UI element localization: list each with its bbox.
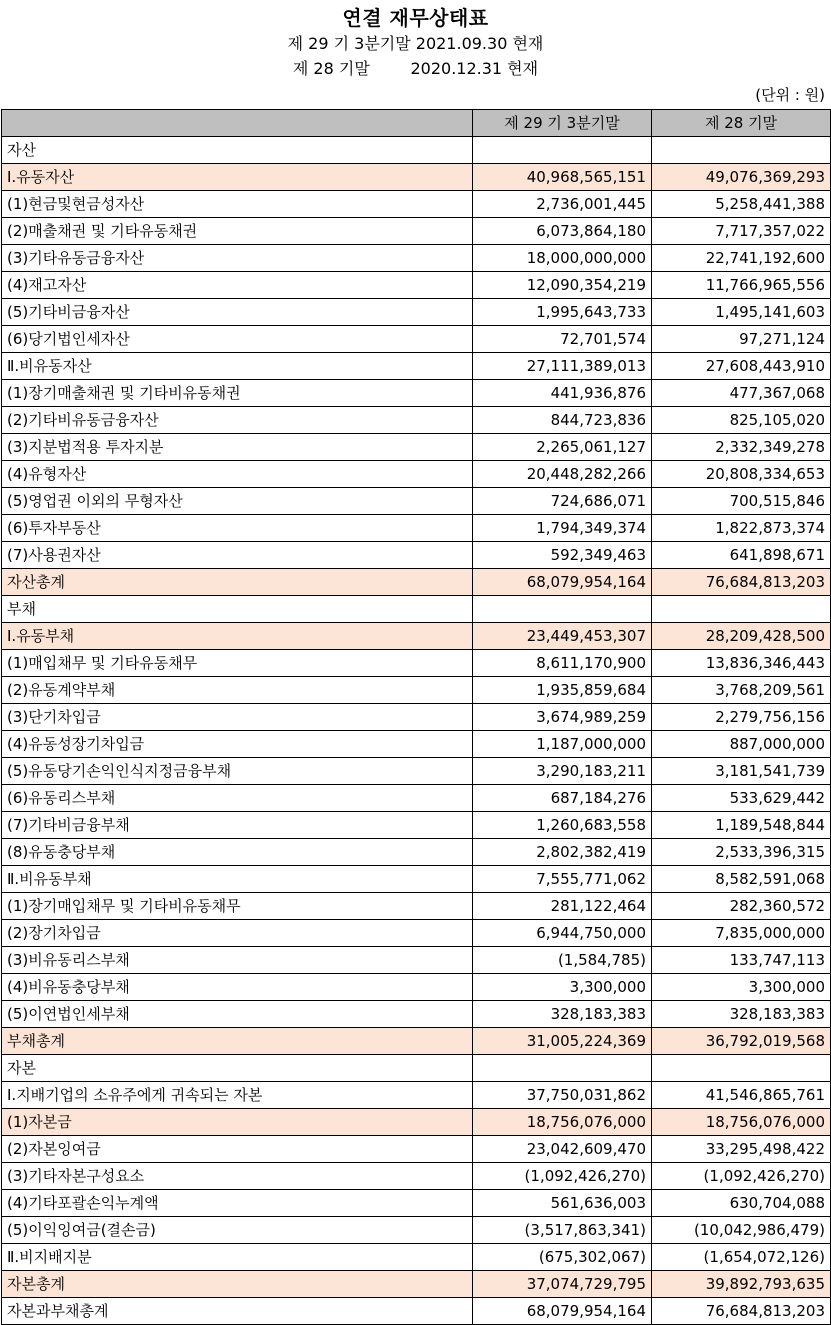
row-label: (1)장기매입채무 및 기타비유동채무: [2, 893, 473, 920]
row-label: (3)단기차입금: [2, 704, 473, 731]
row-value-period-29: 3,300,000: [473, 974, 652, 1001]
table-row: [2, 1217, 831, 1244]
table-row: [2, 1055, 831, 1082]
row-value-period-28: 7,717,357,022: [652, 218, 831, 245]
row-value-period-29: 31,005,224,369: [473, 1028, 652, 1055]
row-value-period-28: 97,271,124: [652, 326, 831, 353]
row-value-period-29: 281,122,464: [473, 893, 652, 920]
row-label: Ⅱ.비지배지분: [2, 1244, 473, 1271]
table-row: [2, 1190, 831, 1217]
row-value-period-29: 23,449,453,307: [473, 623, 652, 650]
row-label: (5)기타비금융자산: [2, 299, 473, 326]
row-label: (3)비유동리스부채: [2, 947, 473, 974]
balance-sheet-table: [1, 109, 831, 1325]
table-row: [2, 893, 831, 920]
table-row: [2, 623, 831, 650]
table-row: [2, 785, 831, 812]
table-row: [2, 1244, 831, 1271]
row-label: (3)기타유동금융자산: [2, 245, 473, 272]
row-label: (1)현금및현금성자산: [2, 191, 473, 218]
row-value-period-29: 18,000,000,000: [473, 245, 652, 272]
table-row: [2, 488, 831, 515]
row-value-period-29: 441,936,876: [473, 380, 652, 407]
row-value-period-28: 33,295,498,422: [652, 1136, 831, 1163]
table-row: [2, 380, 831, 407]
column-header-period-29: 제 29 기 3분기말: [473, 110, 652, 137]
row-value-period-28: 7,835,000,000: [652, 920, 831, 947]
row-value-period-28: [652, 137, 831, 164]
table-row: [2, 866, 831, 893]
table-row: [2, 272, 831, 299]
row-value-period-28: [652, 1055, 831, 1082]
table-row: [2, 947, 831, 974]
row-value-period-29: (1,092,426,270): [473, 1163, 652, 1190]
table-row: [2, 974, 831, 1001]
row-value-period-28: 641,898,671: [652, 542, 831, 569]
row-label: (2)기타비유동금융자산: [2, 407, 473, 434]
row-label: (2)자본잉여금: [2, 1136, 473, 1163]
row-value-period-29: 1,187,000,000: [473, 731, 652, 758]
row-label: (4)유동성장기차입금: [2, 731, 473, 758]
row-value-period-29: 1,935,859,684: [473, 677, 652, 704]
row-value-period-29: 1,260,683,558: [473, 812, 652, 839]
row-label: 자산: [2, 137, 473, 164]
row-value-period-29: 8,611,170,900: [473, 650, 652, 677]
row-label: (2)유동계약부채: [2, 677, 473, 704]
row-value-period-28: 3,300,000: [652, 974, 831, 1001]
row-value-period-28: 1,822,873,374: [652, 515, 831, 542]
row-value-period-29: 1,794,349,374: [473, 515, 652, 542]
row-value-period-29: 72,701,574: [473, 326, 652, 353]
row-value-period-29: (675,302,067): [473, 1244, 652, 1271]
row-value-period-29: 844,723,836: [473, 407, 652, 434]
row-value-period-28: (1,092,426,270): [652, 1163, 831, 1190]
row-value-period-29: (3,517,863,341): [473, 1217, 652, 1244]
row-value-period-28: 477,367,068: [652, 380, 831, 407]
row-label: Ⅱ.비유동부채: [2, 866, 473, 893]
row-value-period-29: [473, 137, 652, 164]
table-row: [2, 407, 831, 434]
row-value-period-28: (1,654,072,126): [652, 1244, 831, 1271]
title-block: [0, 0, 831, 81]
row-value-period-28: 1,495,141,603: [652, 299, 831, 326]
row-value-period-29: 18,756,076,000: [473, 1109, 652, 1136]
row-value-period-28: 887,000,000: [652, 731, 831, 758]
row-value-period-28: 39,892,793,635: [652, 1271, 831, 1298]
row-label: (5)영업권 이외의 무형자산: [2, 488, 473, 515]
row-value-period-29: 27,111,389,013: [473, 353, 652, 380]
row-label: (4)기타포괄손익누계액: [2, 1190, 473, 1217]
row-value-period-29: (1,584,785): [473, 947, 652, 974]
row-label: (7)사용권자산: [2, 542, 473, 569]
table-row: [2, 731, 831, 758]
row-label: (3)기타자본구성요소: [2, 1163, 473, 1190]
table-row: [2, 569, 831, 596]
table-row: [2, 1001, 831, 1028]
row-value-period-29: 561,636,003: [473, 1190, 652, 1217]
table-row: [2, 218, 831, 245]
table-row: [2, 245, 831, 272]
row-label: (4)비유동충당부채: [2, 974, 473, 1001]
row-label: (7)기타비금융부채: [2, 812, 473, 839]
row-label: (4)유형자산: [2, 461, 473, 488]
row-label: Ⅰ.유동자산: [2, 164, 473, 191]
row-label: (2)장기차입금: [2, 920, 473, 947]
row-label: 자본: [2, 1055, 473, 1082]
row-value-period-29: 328,183,383: [473, 1001, 652, 1028]
period-line-previous: 제 28 기말 2020.12.31 현재: [292, 59, 539, 78]
table-row: [2, 839, 831, 866]
row-value-period-28: 13,836,346,443: [652, 650, 831, 677]
row-value-period-28: 49,076,369,293: [652, 164, 831, 191]
row-value-period-28: 2,533,396,315: [652, 839, 831, 866]
table-row: [2, 326, 831, 353]
table-row: [2, 164, 831, 191]
table-row: [2, 920, 831, 947]
period-line-current: 제 29 기 3분기말 2021.09.30 현재: [287, 34, 544, 53]
row-label: (6)투자부동산: [2, 515, 473, 542]
row-value-period-28: [652, 596, 831, 623]
row-value-period-29: 68,079,954,164: [473, 569, 652, 596]
row-value-period-29: 1,995,643,733: [473, 299, 652, 326]
row-value-period-28: 133,747,113: [652, 947, 831, 974]
row-value-period-28: 533,629,442: [652, 785, 831, 812]
unit-note: (단위 : 원): [755, 86, 825, 104]
table-row: [2, 353, 831, 380]
row-label: 자본총계: [2, 1271, 473, 1298]
row-value-period-29: 6,944,750,000: [473, 920, 652, 947]
row-value-period-29: 68,079,954,164: [473, 1298, 652, 1325]
row-label: (2)매출채권 및 기타유동채권: [2, 218, 473, 245]
row-value-period-28: 8,582,591,068: [652, 866, 831, 893]
row-value-period-29: 37,750,031,862: [473, 1082, 652, 1109]
row-label: (1)매입채무 및 기타유동채무: [2, 650, 473, 677]
table-row: [2, 677, 831, 704]
row-label: Ⅰ.유동부채: [2, 623, 473, 650]
row-value-period-28: 1,189,548,844: [652, 812, 831, 839]
table-row: [2, 1271, 831, 1298]
table-row: [2, 704, 831, 731]
row-value-period-28: 11,766,965,556: [652, 272, 831, 299]
table-header: [2, 110, 831, 137]
row-value-period-29: 2,802,382,419: [473, 839, 652, 866]
row-label: (4)재고자산: [2, 272, 473, 299]
table-row: [2, 434, 831, 461]
row-label: (8)유동충당부채: [2, 839, 473, 866]
row-value-period-29: 2,265,061,127: [473, 434, 652, 461]
row-label: (1)장기매출채권 및 기타비유동채권: [2, 380, 473, 407]
row-value-period-29: 23,042,609,470: [473, 1136, 652, 1163]
row-value-period-29: 2,736,001,445: [473, 191, 652, 218]
page-title: 연결 재무상태표: [342, 6, 489, 30]
row-value-period-28: 282,360,572: [652, 893, 831, 920]
row-label: (1)자본금: [2, 1109, 473, 1136]
row-value-period-29: 12,090,354,219: [473, 272, 652, 299]
table-row: [2, 812, 831, 839]
row-label: (5)이익잉여금(결손금): [2, 1217, 473, 1244]
table-row: [2, 137, 831, 164]
table-row: [2, 650, 831, 677]
row-value-period-28: 36,792,019,568: [652, 1028, 831, 1055]
row-label: 부채총계: [2, 1028, 473, 1055]
row-value-period-29: 37,074,729,795: [473, 1271, 652, 1298]
row-label: Ⅰ.지배기업의 소유주에게 귀속되는 자본: [2, 1082, 473, 1109]
row-label: (3)지분법적용 투자지분: [2, 434, 473, 461]
row-value-period-28: 328,183,383: [652, 1001, 831, 1028]
table-row: [2, 1163, 831, 1190]
table-row: [2, 191, 831, 218]
row-value-period-29: 40,968,565,151: [473, 164, 652, 191]
row-value-period-29: 724,686,071: [473, 488, 652, 515]
row-value-period-28: 76,684,813,203: [652, 569, 831, 596]
row-value-period-28: 2,332,349,278: [652, 434, 831, 461]
row-value-period-28: 22,741,192,600: [652, 245, 831, 272]
row-value-period-28: 41,546,865,761: [652, 1082, 831, 1109]
row-value-period-29: 6,073,864,180: [473, 218, 652, 245]
row-value-period-28: 700,515,846: [652, 488, 831, 515]
row-label: (6)유동리스부채: [2, 785, 473, 812]
table-row: [2, 1298, 831, 1325]
table-row: [2, 1136, 831, 1163]
table-row: [2, 515, 831, 542]
row-label: 자본과부채총계: [2, 1298, 473, 1325]
column-header-period-28: 제 28 기말: [652, 110, 831, 137]
table-row: [2, 299, 831, 326]
table-row: [2, 461, 831, 488]
row-value-period-28: 825,105,020: [652, 407, 831, 434]
row-value-period-29: 592,349,463: [473, 542, 652, 569]
column-header-label: [2, 110, 473, 137]
row-value-period-28: 76,684,813,203: [652, 1298, 831, 1325]
table-row: [2, 596, 831, 623]
table-row: [2, 1082, 831, 1109]
row-value-period-28: 28,209,428,500: [652, 623, 831, 650]
row-value-period-28: 27,608,443,910: [652, 353, 831, 380]
row-value-period-28: 5,258,441,388: [652, 191, 831, 218]
row-value-period-29: 3,674,989,259: [473, 704, 652, 731]
row-value-period-29: 3,290,183,211: [473, 758, 652, 785]
table-row: [2, 542, 831, 569]
row-label: (5)이연법인세부채: [2, 1001, 473, 1028]
table-row: [2, 758, 831, 785]
row-value-period-28: (10,042,986,479): [652, 1217, 831, 1244]
row-value-period-29: 20,448,282,266: [473, 461, 652, 488]
row-value-period-29: [473, 1055, 652, 1082]
row-label: (6)당기법인세자산: [2, 326, 473, 353]
table-row: [2, 1028, 831, 1055]
table-header-row: [2, 110, 831, 137]
row-label: 자산총계: [2, 569, 473, 596]
row-value-period-29: 7,555,771,062: [473, 866, 652, 893]
row-value-period-28: 2,279,756,156: [652, 704, 831, 731]
row-value-period-28: 20,808,334,653: [652, 461, 831, 488]
row-value-period-28: 630,704,088: [652, 1190, 831, 1217]
row-value-period-29: [473, 596, 652, 623]
row-label: 부채: [2, 596, 473, 623]
row-value-period-28: 18,756,076,000: [652, 1109, 831, 1136]
row-label: Ⅱ.비유동자산: [2, 353, 473, 380]
row-value-period-28: 3,768,209,561: [652, 677, 831, 704]
table-body: [2, 137, 831, 1325]
row-value-period-28: 3,181,541,739: [652, 758, 831, 785]
table-row: [2, 1109, 831, 1136]
row-value-period-29: 687,184,276: [473, 785, 652, 812]
row-label: (5)유동당기손익인식지정금융부채: [2, 758, 473, 785]
